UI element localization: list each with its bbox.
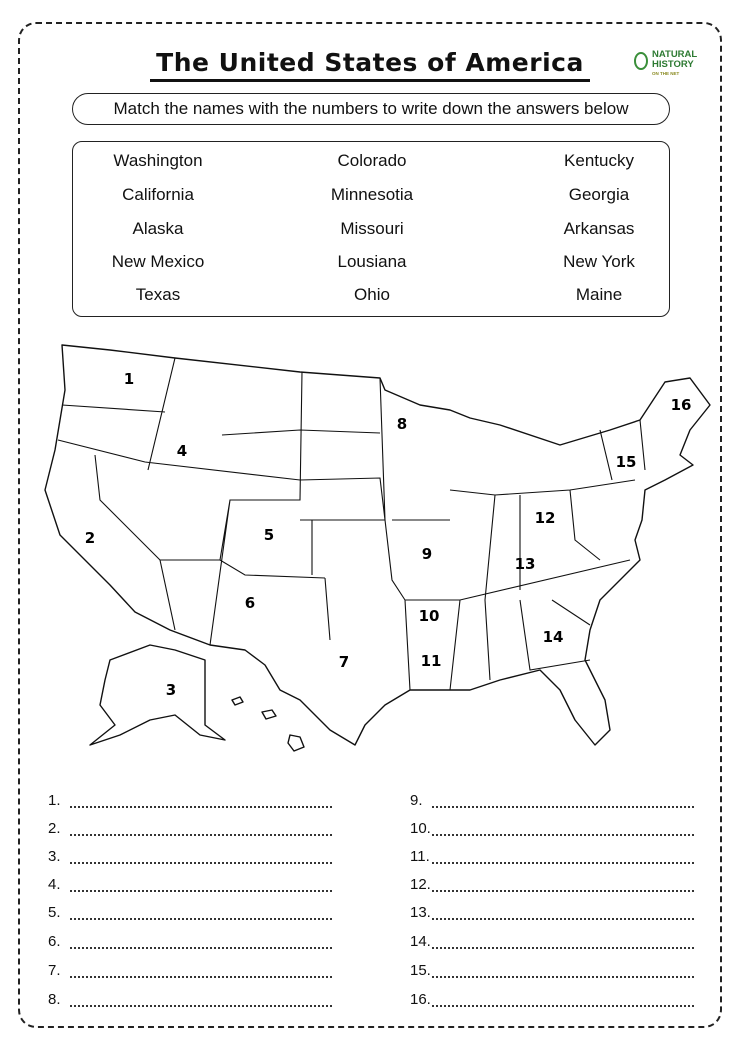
map-number: 1 [123,370,135,388]
alaska-outline [90,645,225,745]
answer-number: 12. [410,876,431,893]
logo-line3: ON THE NET [652,71,680,76]
map-number: 16 [670,396,692,414]
logo-line2: HISTORY [652,59,694,70]
answer-line[interactable] [70,862,332,864]
state-name: Washington [113,151,203,170]
hawaii-islands [232,697,304,751]
us-map [0,330,742,770]
answer-line[interactable] [432,834,694,836]
map-number: 4 [176,442,188,460]
answer-number: 11. [410,848,430,865]
answer-line[interactable] [70,918,332,920]
state-name: Lousiana [337,252,407,271]
globe-icon [634,52,648,70]
answer-number: 14. [410,933,431,950]
answer-number: 3. [48,848,61,865]
state-name: Kentucky [564,151,634,170]
state-name: California [122,185,194,204]
map-number: 14 [542,628,564,646]
answer-line[interactable] [70,976,332,978]
answer-line[interactable] [432,918,694,920]
map-number: 8 [396,415,408,433]
map-number: 13 [514,555,536,573]
answer-number: 10. [410,820,431,837]
state-name: Texas [135,285,181,304]
state-name: Georgia [568,185,630,204]
map-number: 12 [534,509,556,527]
answer-number: 8. [48,991,61,1008]
state-name: Arkansas [563,219,635,238]
answer-line[interactable] [432,862,694,864]
answer-line[interactable] [70,947,332,949]
answer-line[interactable] [70,890,332,892]
state-name: Minnesotia [330,185,414,204]
state-name: Maine [575,285,623,304]
answer-line[interactable] [432,1005,694,1007]
state-name: New York [563,252,635,271]
answer-number: 5. [48,904,61,921]
answer-number: 6. [48,933,61,950]
names-box [72,141,670,317]
state-name: Alaska [132,219,184,238]
answer-line[interactable] [70,834,332,836]
map-number: 10 [418,607,440,625]
answer-number: 7. [48,962,61,979]
answer-line[interactable] [70,1005,332,1007]
answer-line[interactable] [432,976,694,978]
answer-number: 13. [410,904,431,921]
map-number: 15 [615,453,637,471]
state-name: Colorado [337,151,407,170]
answer-line[interactable] [432,890,694,892]
map-number: 6 [244,594,256,612]
map-number: 2 [84,529,96,547]
map-number: 11 [420,652,442,670]
state-name: Missouri [340,219,404,238]
map-number: 5 [263,526,275,544]
map-number: 9 [421,545,433,563]
answer-line[interactable] [70,806,332,808]
map-number: 3 [165,681,177,699]
answer-number: 4. [48,876,61,893]
instruction: Match the names with the numbers to write down the answers below [72,93,670,125]
logo [634,50,714,76]
page-title: The United States of America [150,48,590,82]
answer-number: 2. [48,820,61,837]
state-name: New Mexico [111,252,205,271]
answer-number: 15. [410,962,431,979]
map-number: 7 [338,653,350,671]
answer-number: 9. [410,792,423,809]
logo-line1: NATURAL [652,49,698,60]
answer-number: 1. [48,792,61,809]
answer-line[interactable] [432,806,694,808]
answer-number: 16. [410,991,431,1008]
state-name: Ohio [354,285,390,304]
answer-line[interactable] [432,947,694,949]
